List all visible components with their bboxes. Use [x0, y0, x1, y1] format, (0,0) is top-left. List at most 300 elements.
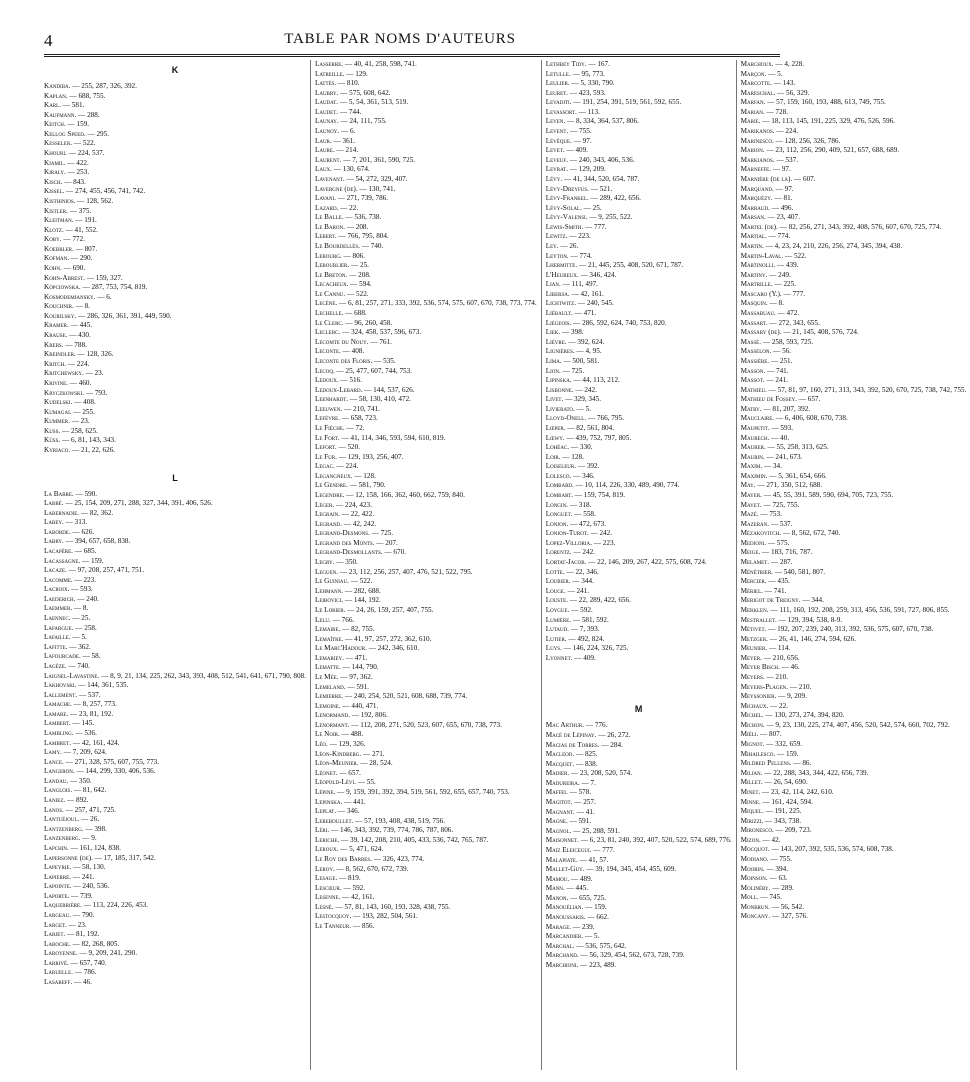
- index-entry: [546, 606, 732, 616]
- author-name: Keitch.: [44, 120, 68, 129]
- page-references: — 657, 740.: [70, 958, 107, 967]
- page-references: — 224, 537.: [68, 149, 105, 158]
- author-name: Marnière (de la).: [740, 174, 794, 183]
- page-references: — 346.: [337, 807, 360, 816]
- index-entry: [741, 223, 967, 233]
- page-references: — 42, 161.: [342, 893, 375, 902]
- index-entry: [546, 367, 732, 377]
- author-name: Küss.: [44, 436, 62, 445]
- page-references: — 521.: [590, 184, 613, 193]
- page-references: — 81, 192.: [66, 930, 100, 939]
- index-entry: [546, 347, 732, 357]
- author-name: Martial.: [740, 232, 769, 241]
- author-name: Kaplan.: [44, 91, 70, 100]
- index-entry: [315, 137, 537, 147]
- page-references: — 54, 272, 329, 407.: [346, 174, 408, 183]
- index-entry: [315, 175, 537, 185]
- page-references: — 6, 81, 257, 271, 333, 392, 536, 574, 575, 607, 670, 738, 773, 774.: [339, 299, 537, 308]
- page-references: — 22, 288, 343, 344, 422, 656, 739.: [764, 768, 869, 777]
- page-references: — 728.: [766, 107, 788, 116]
- page-references: — 755.: [570, 127, 592, 136]
- index-entry: [315, 577, 537, 587]
- header-rule: [44, 54, 780, 57]
- author-name: Kouchnir.: [44, 302, 76, 311]
- index-entry: [546, 290, 732, 300]
- page-references: — 289, 422, 656.: [590, 194, 641, 203]
- page-references: — 95, 773.: [572, 69, 605, 78]
- index-entry: [546, 309, 732, 319]
- author-name: Marçon.: [740, 69, 769, 78]
- index-entry: [546, 501, 732, 511]
- author-name: Kummer.: [44, 417, 72, 426]
- index-entry: [741, 194, 967, 204]
- author-name: Legrand-Desmollants.: [314, 548, 385, 557]
- page-references: — 81.: [774, 194, 793, 203]
- page-references: — 258, 625.: [61, 426, 98, 435]
- page-references: — 662.: [587, 912, 609, 921]
- index-entry: [741, 472, 967, 482]
- index-entry: [315, 309, 537, 319]
- index-entry: [741, 232, 967, 242]
- author-name: Maiz Eleicegui.: [545, 845, 594, 854]
- index-entry: [315, 89, 537, 99]
- page-references: — 607.: [793, 174, 816, 183]
- author-name: Mignot.: [740, 740, 767, 749]
- index-entry: [546, 357, 732, 367]
- author-name: Lacomme.: [44, 575, 75, 584]
- index-entry: [741, 501, 967, 511]
- author-name: Manouélian.: [545, 903, 586, 912]
- page-references: — 786.: [74, 968, 97, 977]
- page-references: — 776.: [585, 721, 608, 730]
- page-references: — 350.: [70, 776, 92, 785]
- index-entry: [546, 644, 732, 654]
- page-references: — 398.: [85, 824, 107, 833]
- author-name: Labey.: [44, 518, 66, 527]
- author-name: Lance.: [44, 757, 66, 766]
- index-entry: [546, 146, 732, 156]
- index-entry: [741, 673, 967, 683]
- page-references: — 130, 273, 274, 394, 820.: [765, 711, 845, 720]
- author-name: Landau.: [44, 776, 71, 785]
- index-entry: [315, 367, 537, 377]
- index-entry: [44, 518, 306, 528]
- author-name: Massabuau.: [740, 309, 778, 318]
- page-references: — 57, 193, 408, 438, 519, 756.: [355, 816, 445, 825]
- author-name: Lutier.: [545, 634, 569, 643]
- author-name: Maurech.: [740, 433, 772, 442]
- author-name: Léri.: [314, 826, 331, 835]
- index-entry: [741, 424, 967, 434]
- page-references: — 591.: [347, 682, 369, 691]
- page-references: — 26, 41, 146, 274, 594, 626.: [769, 634, 857, 643]
- page-references: — 6, 81, 143, 343.: [61, 436, 116, 445]
- author-name: Miéli.: [740, 730, 761, 739]
- author-name: Lebert.: [314, 232, 339, 241]
- page-references: — 208.: [346, 222, 369, 231]
- index-entry: [315, 510, 537, 520]
- page-references: — 129, 394, 538, 8-9.: [778, 615, 843, 624]
- author-name: Lechelle.: [314, 309, 346, 318]
- author-name: Lonjon.: [545, 519, 571, 528]
- page-references: — 224.: [336, 462, 359, 471]
- page-references: — 191.: [75, 216, 97, 225]
- page-references: — 774.: [768, 232, 791, 241]
- page-references: — 271, 328, 575, 607, 755, 773.: [65, 757, 160, 766]
- index-entry: [546, 185, 732, 195]
- index-entry: [741, 903, 967, 913]
- index-entry: [315, 223, 537, 233]
- page-references: — 97, 362.: [340, 673, 373, 681]
- index-entry: [741, 146, 967, 156]
- page-references: — 41, 552.: [65, 225, 98, 234]
- index-entry: [741, 721, 967, 731]
- author-name: Lévy.: [545, 174, 564, 183]
- author-name: Michaux.: [740, 701, 771, 710]
- page-references: — 130, 741.: [359, 184, 396, 193]
- index-entry: [546, 280, 732, 290]
- page-references: — 685.: [74, 547, 97, 556]
- author-name: Latreille.: [314, 69, 347, 78]
- page-references: — 72.: [346, 423, 365, 432]
- index-entry: [741, 242, 967, 252]
- page-references: — 537.: [776, 155, 798, 164]
- index-entry: [741, 520, 967, 530]
- index-entry: [315, 414, 537, 424]
- index-entry: [44, 92, 306, 102]
- author-name: Meunier.: [740, 644, 769, 653]
- index-entry: [315, 673, 537, 683]
- index-entry: [741, 884, 967, 894]
- index-entry: [44, 767, 306, 777]
- page-references: — 8, 334, 364, 537, 806.: [567, 117, 639, 126]
- index-entry: [315, 663, 537, 673]
- page-references: — 725.: [562, 366, 585, 375]
- author-name: Legrand des Monts.: [314, 538, 377, 547]
- page-references: — 23.: [68, 920, 87, 929]
- page-references: — 284.: [601, 740, 623, 749]
- author-name: Le Lorier.: [314, 605, 348, 614]
- page-references: — 6, 23, 81, 240, 392, 407, 520, 522, 574, 689, 776.: [580, 836, 732, 845]
- page-references: — 210, 741.: [344, 404, 380, 413]
- page-references: — 23, 112, 256, 257, 407, 476, 521, 522, 795.: [339, 567, 473, 576]
- index-entry: [44, 604, 306, 614]
- author-name: Legac.: [314, 462, 337, 471]
- page-references: — 329, 345.: [565, 395, 601, 404]
- index-entry: [546, 472, 732, 482]
- author-name: Loiseleur.: [545, 462, 578, 471]
- index-entry: [315, 434, 537, 444]
- author-name: Lapeyrie.: [44, 863, 74, 872]
- index-entry: [315, 299, 537, 309]
- index-entry: [546, 386, 732, 396]
- index-entry: [741, 683, 967, 693]
- author-name: Mestrallet.: [740, 615, 779, 624]
- index-column: [44, 60, 310, 1070]
- page-number: 4: [44, 31, 53, 50]
- index-entry: [741, 635, 967, 645]
- page-references: — 592.: [343, 883, 366, 892]
- index-entry: [741, 558, 967, 568]
- index-entry: [741, 481, 967, 491]
- author-name: Launay.: [314, 117, 341, 126]
- page-references: — 408.: [342, 347, 365, 356]
- page-references: — 4, 23, 24, 210, 226, 256, 274, 345, 394, 438.: [765, 241, 903, 250]
- page-references: — 8, 257, 773.: [73, 700, 117, 709]
- index-entry: [741, 817, 967, 827]
- author-name: Mamou.: [545, 874, 571, 883]
- page-references: — 350.: [336, 558, 358, 567]
- page-references: — 516.: [340, 376, 362, 385]
- author-name: Langeron.: [44, 767, 77, 776]
- index-entry: [741, 204, 967, 214]
- page-references: — 274, 455, 456, 741, 742.: [66, 187, 146, 196]
- index-entry: [315, 740, 537, 750]
- author-name: Marsan.: [740, 213, 768, 222]
- index-entry: [315, 912, 537, 922]
- author-name: Magitot.: [545, 798, 575, 807]
- index-entry: [315, 491, 537, 501]
- author-name: Lafargue.: [44, 623, 76, 632]
- author-name: Léger.: [314, 500, 336, 509]
- author-name: Lenormand.: [314, 711, 352, 720]
- author-name: Lévy-Dreyfus.: [545, 184, 591, 193]
- page-references: — 210, 656.: [763, 653, 800, 662]
- author-name: Lotte.: [545, 567, 567, 576]
- page-references: — 520.: [338, 443, 361, 452]
- section-spacer: [546, 663, 732, 675]
- author-name: Lesenne.: [314, 893, 343, 902]
- index-entry: [546, 232, 732, 242]
- page-references: — 23, 208, 520, 574.: [570, 769, 633, 778]
- index-entry: [44, 844, 306, 854]
- author-name: Medioni.: [740, 538, 768, 547]
- index-entry: [44, 700, 306, 710]
- author-name: Leibovici.: [314, 596, 345, 605]
- author-name: Laudat.: [314, 98, 340, 107]
- author-name: Lisbonne.: [545, 385, 576, 394]
- author-name: Lafaille.: [44, 633, 73, 642]
- author-name: Moinson.: [740, 874, 770, 883]
- page-references: — 128.: [562, 452, 584, 461]
- index-entry: [315, 568, 537, 578]
- author-name: Métivet.: [740, 625, 769, 634]
- author-name: Maisonnet.: [545, 836, 581, 845]
- index-entry: [741, 577, 967, 587]
- page-references: — 22.: [340, 203, 359, 212]
- page-references: — 286, 326, 361, 391, 449, 590.: [78, 311, 172, 320]
- author-name: Lyonnet.: [545, 653, 575, 662]
- page-references: — 22, 346.: [566, 567, 599, 576]
- page-references: — 145.: [72, 719, 95, 728]
- author-name: Lestocquoy.: [314, 912, 354, 921]
- page-references: — 838.: [575, 759, 598, 768]
- author-name: Lemoine.: [314, 701, 343, 710]
- index-entry: [546, 827, 732, 837]
- page-references: — 23, 112, 256, 290, 409, 521, 657, 688, 689.: [766, 146, 900, 155]
- page-references: — 8.: [73, 604, 89, 613]
- author-name: Karl.: [44, 101, 63, 110]
- index-entry: [315, 405, 537, 415]
- page-references: — 819.: [339, 874, 361, 883]
- index-entry: [315, 529, 537, 539]
- author-name: Kissel.: [44, 187, 67, 196]
- author-name: Lazard.: [314, 203, 341, 212]
- index-entry: [741, 165, 967, 175]
- author-name: Livierato.: [545, 404, 577, 413]
- author-name: Lutaud.: [545, 625, 571, 634]
- page-references: — 5, 471, 624.: [340, 845, 384, 854]
- author-name: Leyton.: [545, 251, 571, 260]
- index-entry: [44, 825, 306, 835]
- author-name: Legry.: [314, 558, 337, 567]
- page-references: — 22, 146, 209, 267, 422, 575, 608, 724.: [588, 558, 707, 567]
- author-name: Leeuwen.: [314, 404, 345, 413]
- index-entry: [315, 807, 537, 817]
- author-name: Lecacheux.: [314, 280, 351, 289]
- page-references: — 192, 207, 239, 240, 313, 392, 536, 575, 607, 670, 738.: [768, 625, 934, 634]
- index-entry: [315, 836, 537, 846]
- author-name: Lœper.: [545, 423, 568, 432]
- author-name: Lecoq.: [314, 366, 337, 375]
- index-entry: [546, 328, 732, 338]
- running-head: TABLE PAR NOMS D'AUTEURS: [284, 31, 516, 47]
- page-references: — 766, 795.: [587, 414, 624, 423]
- index-entry: [741, 616, 967, 626]
- index-entry: [741, 836, 967, 846]
- author-name: Kisch.: [44, 177, 65, 186]
- page-references: — 536, 575, 642.: [576, 941, 627, 950]
- index-entry: [315, 788, 537, 798]
- author-name: Le Breton.: [314, 270, 350, 279]
- author-name: Lichtwitz.: [545, 299, 578, 308]
- index-entry: [546, 721, 732, 731]
- author-name: Kritchewsky.: [44, 369, 86, 378]
- index-entry: [315, 338, 537, 348]
- page-references: — 114.: [768, 644, 791, 653]
- index-entry: [44, 739, 306, 749]
- page-references: — 271.: [363, 749, 385, 758]
- page-references: — 82, 561, 804.: [567, 423, 615, 432]
- author-name: Livet.: [545, 395, 566, 404]
- author-name: Lantuéjoul.: [44, 815, 82, 824]
- index-entry: [741, 395, 967, 405]
- author-name: Merigot de Treigny.: [740, 596, 803, 605]
- page-references: — 81, 642.: [73, 786, 107, 795]
- page-references: — 56, 329, 454, 562, 673, 728, 739.: [580, 951, 685, 960]
- page-references: — 343, 738.: [765, 816, 801, 825]
- index-entry: [315, 606, 537, 616]
- page-references: — 591.: [569, 817, 592, 826]
- page-references: — 394.: [766, 864, 788, 873]
- index-entry: [44, 216, 306, 226]
- page-references: — 593.: [771, 423, 793, 432]
- page-references: — 810.: [337, 79, 360, 88]
- index-entry: [44, 168, 306, 178]
- page-references: — 207.: [376, 538, 398, 547]
- index-entry: [741, 213, 967, 223]
- page-references: — 362.: [69, 642, 91, 651]
- author-name: Lamare.: [44, 709, 71, 718]
- page-references: — 25, 477, 607, 744, 753.: [336, 366, 413, 375]
- page-references: — 56.: [773, 347, 792, 356]
- author-name: Kiamil.: [44, 158, 68, 167]
- index-column: [310, 60, 541, 1070]
- author-name: Klotz.: [44, 225, 66, 234]
- page-references: — 97.: [772, 165, 791, 174]
- author-name: Laniez.: [44, 796, 67, 805]
- index-entry: [741, 137, 967, 147]
- page-references: — 96, 260, 458.: [345, 318, 393, 327]
- index-entry: [741, 654, 967, 664]
- page-references: — 8, 9, 21, 134, 225, 262, 343, 393, 408, 512, 541, 641, 671, 790, 808.: [101, 671, 306, 680]
- author-name: Lacaze.: [44, 566, 69, 575]
- index-entry: [546, 319, 732, 329]
- index-entry: [44, 389, 306, 399]
- author-name: Kyriaco.: [44, 445, 72, 454]
- index-entry: [44, 921, 306, 931]
- author-name: Lematte.: [314, 663, 343, 672]
- author-name: Lallement.: [44, 690, 79, 699]
- page-references: — 161, 424, 594.: [762, 797, 813, 806]
- index-entry: [741, 434, 967, 444]
- page-references: — 290.: [70, 254, 93, 263]
- index-entry: [44, 149, 306, 159]
- author-name: Le Gendre.: [314, 481, 350, 490]
- page-references: — 22, 289, 422, 656.: [569, 596, 631, 605]
- author-name: Laur.: [314, 136, 334, 145]
- index-entry: [741, 625, 967, 635]
- page-references: — 488.: [341, 730, 364, 739]
- index-entry: [546, 510, 732, 520]
- author-name: Lopez-Villoria.: [545, 538, 594, 547]
- page-references: — 191, 254, 391, 519, 561, 592, 655.: [573, 98, 682, 107]
- index-entry: [315, 156, 537, 166]
- index-entry: [741, 328, 967, 338]
- page-references: — 128, 326.: [77, 350, 114, 359]
- author-name: Madier.: [545, 769, 571, 778]
- index-entry: [741, 367, 967, 377]
- index-entry: [741, 644, 967, 654]
- page-references: — 58.: [82, 652, 101, 661]
- page-references: — 81, 207, 392.: [763, 404, 811, 413]
- index-entry: [546, 894, 732, 904]
- author-name: Lemariey.: [314, 653, 346, 662]
- index-entry: [546, 127, 732, 137]
- index-entry: [44, 566, 306, 576]
- author-name: Lagèze.: [44, 661, 69, 670]
- author-name: Léo.: [314, 740, 330, 749]
- author-name: Le Roy des Barres.: [314, 854, 374, 863]
- page-references: — 392.: [577, 462, 600, 471]
- index-entry: [546, 884, 732, 894]
- author-name: Lesné.: [314, 902, 336, 911]
- index-entry: [44, 672, 306, 682]
- page-references: — 522.: [350, 577, 373, 586]
- index-entry: [315, 903, 537, 913]
- author-name: Le Mée.: [314, 673, 341, 681]
- index-entry: [44, 226, 306, 236]
- page-references: — 440, 471.: [342, 701, 379, 710]
- author-name: Marion.: [740, 146, 767, 155]
- page-references: — 24, 26, 159, 257, 407, 755.: [347, 605, 434, 614]
- page-references: — 58, 130, 410, 472.: [349, 395, 411, 404]
- page-references: — 590.: [75, 489, 98, 498]
- index-entry: [315, 845, 537, 855]
- page-references: — 409.: [566, 146, 589, 155]
- page-references: — 23.: [71, 417, 90, 426]
- page-references: — 167.: [588, 60, 610, 68]
